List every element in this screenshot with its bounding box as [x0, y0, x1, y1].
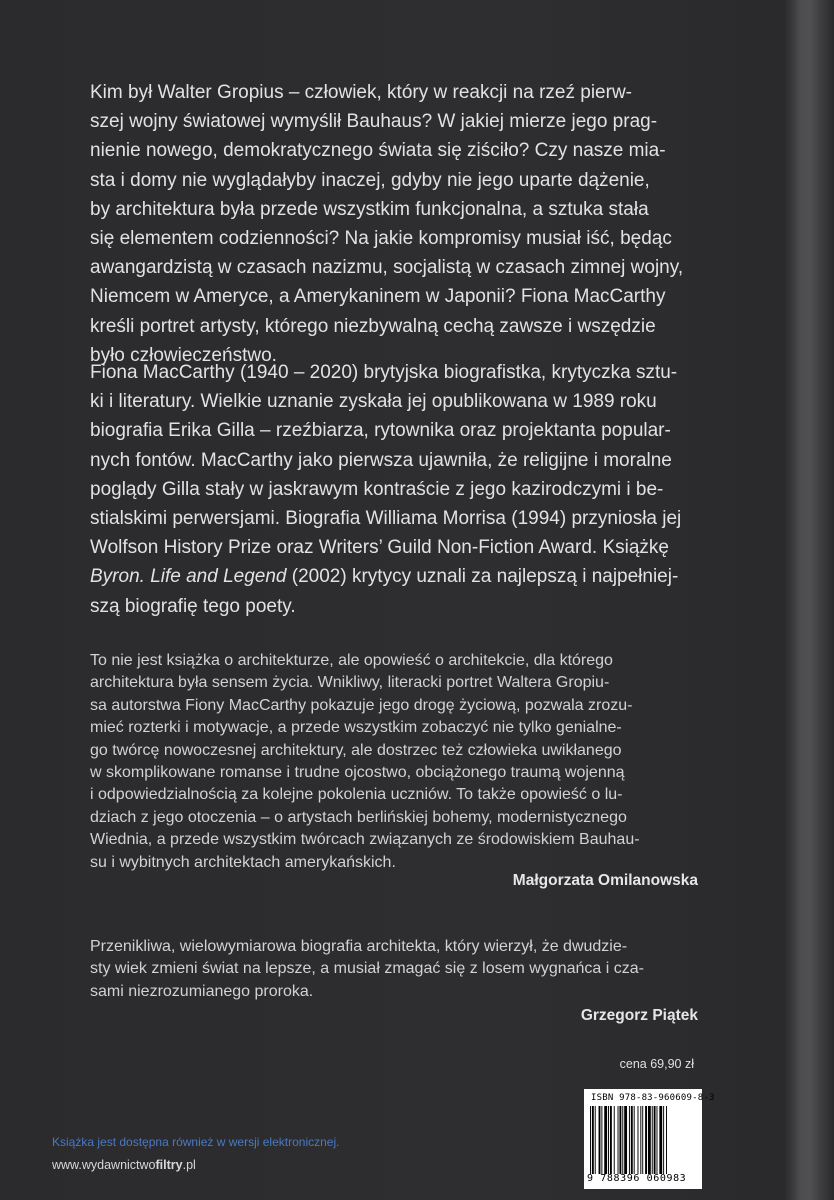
- barcode-bar: [624, 1106, 627, 1174]
- barcode-digits: 9 788396 060983: [587, 1173, 687, 1184]
- review-quote-2: [90, 936, 702, 1003]
- barcode-bar: [652, 1106, 653, 1174]
- barcode-bar: [642, 1106, 643, 1174]
- text-line: się elementem codzienności? Na jakie kompromisy musiał iść, będąc: [90, 228, 672, 250]
- text-line: biografia Erika Gilla – rzeźbiarza, rytownika oraz projektanta popular-: [90, 420, 671, 442]
- text-line: sta i domy nie wyglądałyby inaczej, gdyby nie jego uparte dążenie,: [90, 169, 650, 191]
- barcode-bar: [666, 1106, 667, 1174]
- quote-2-author: Grzegorz Piątek: [580, 1007, 698, 1024]
- text-line: poglądy Gilla stały w jaskrawym kontraście z jego kazirodczymi i be-: [90, 478, 664, 500]
- barcode-bar: [610, 1106, 612, 1174]
- text-line: su i wybitnych architektach amerykańskich.: [90, 853, 396, 871]
- barcode-bar: [648, 1106, 651, 1174]
- text-line: szej wojny światowej wymyślił Bauhaus? W jakiej mierze jego prag-: [90, 111, 658, 133]
- text-line: sa autorstwa Fiony MacCarthy pokazuje jego drogę życiową, pozwala zrozu-: [90, 696, 633, 714]
- cover-edge: [794, 0, 834, 1200]
- website-brand: filtry: [155, 1158, 183, 1172]
- barcode-bars: [588, 1106, 698, 1174]
- barcode-bar: [631, 1106, 633, 1174]
- text-line: Kim był Walter Gropius – człowiek, który w reakcji na rzeź pierw-: [90, 82, 632, 103]
- barcode-bar: [657, 1106, 658, 1174]
- text-line: mieć rozterki i motywacje, a przede wszystkim zobaczyć nie tylko genialne-: [90, 719, 622, 737]
- text-line: stialskimi perwersjami. Biografia Williama Morrisa (1994) przyniosła jej: [90, 508, 682, 530]
- text-line: szą biografię tego poety.: [90, 595, 296, 617]
- text-line: [90, 562, 710, 591]
- barcode-bar: [638, 1106, 639, 1174]
- website-suffix: .pl: [182, 1158, 196, 1172]
- text-line: w skomplikowane romanse i trudne ojcostwo, obciążonego traumą wojenną: [90, 764, 625, 782]
- barcode-bar: [601, 1106, 602, 1174]
- isbn-barcode: [584, 1089, 715, 1189]
- barcode-bar: [645, 1106, 647, 1174]
- barcode-bar: [595, 1106, 596, 1174]
- barcode-bar: [604, 1106, 607, 1174]
- text-line: Wiednia, a przede wszystkim twórcach związanych ze środowiskiem Bauhau-: [90, 831, 640, 849]
- barcode-bar: [592, 1106, 594, 1174]
- text-line: Wolfson History Prize oraz Writers’ Guild Non-Fiction Award. Książkę: [90, 537, 669, 559]
- barcode-bar: [614, 1106, 615, 1174]
- text-line: Przenikliwa, wielowymiarowa biografia architekta, który wierzył, że dwudzie-: [90, 938, 628, 955]
- text-line: ki i literatury. Wielkie uznanie zyskała jej opublikowana w 1989 roku: [90, 391, 657, 413]
- text-line: go twórcę nowoczesnej architektury, ale dostrzec też człowieka uwikłanego: [90, 741, 622, 759]
- barcode-bar: [629, 1106, 630, 1174]
- barcode-bar: [590, 1106, 591, 1174]
- text-fragment: (2002) krytycy uznali za najlepszą i najpełniej-: [286, 566, 679, 588]
- text-line: Fiona MacCarthy (1940 – 2020) brytyjska biografistka, krytyczka sztu-: [90, 362, 678, 383]
- barcode-bar: [618, 1106, 619, 1174]
- barcode-bar: [608, 1106, 609, 1174]
- barcode-bar: [619, 1106, 621, 1174]
- review-quote-1: [90, 650, 702, 874]
- text-line: dziach z jego otoczenia – o artystach berlińskiej bohemy, modernistycznego: [90, 808, 627, 826]
- author-bio-paragraph: [90, 358, 710, 621]
- publisher-website[interactable]: [52, 1158, 196, 1172]
- barcode-bar: [640, 1106, 641, 1174]
- text-line: To nie jest książka o architekturze, ale opowieść o architekcie, dla którego: [90, 652, 613, 669]
- website-prefix: www.wydawnictwo: [52, 1158, 156, 1172]
- text-line: architektura była sensem życia. Wnikliwy, literacki portret Waltera Gropiu-: [90, 674, 610, 692]
- barcode-bar: [654, 1106, 656, 1174]
- description-paragraph: [90, 78, 710, 370]
- quote-1-author: Małgorzata Omilanowska: [512, 872, 698, 889]
- ebook-availability-note: Książka jest dostępna również w wersji elektronicznej.: [52, 1135, 340, 1149]
- text-line: i odpowiedzialnością za kolejne pokolenia uczniów. To także opowieść o lu-: [90, 786, 623, 804]
- barcode-bar: [622, 1106, 623, 1174]
- text-line: Niemcem w Ameryce, a Amerykaninem w Japonii? Fiona MacCarthy: [90, 286, 666, 308]
- barcode-bar: [659, 1106, 662, 1174]
- barcode-bar: [634, 1106, 635, 1174]
- barcode-bar: [599, 1106, 601, 1174]
- text-line: by architektura była przede wszystkim funkcjonalna, a sztuka stała: [90, 198, 649, 220]
- text-line: sami niezrozumianego proroka.: [90, 982, 314, 1000]
- price-label: cena 69,90 zł: [619, 1057, 694, 1071]
- text-line: było człowieczeństwo.: [90, 344, 277, 366]
- text-line: awangardzistą w czasach nazizmu, socjalistą w czasach zimnej wojny,: [90, 257, 684, 279]
- barcode-bar: [663, 1106, 664, 1174]
- isbn-number: ISBN 978-83-960609-8-3: [591, 1093, 715, 1103]
- text-line: kreśli portret artysty, którego niezbywalną cechą zawsze i wszędzie: [90, 315, 656, 337]
- text-line: nienie nowego, demokratycznego świata się ziściło? Czy nasze mia-: [90, 140, 666, 162]
- book-title-italic: Byron. Life and Legend: [90, 566, 287, 588]
- text-line: nych fontów. MacCarthy jako pierwsza ujawniła, że religijne i moralne: [90, 449, 672, 471]
- text-line: sty wiek zmieni świat na lepsze, a musiał zmagać się z losem wygnańca i cza-: [90, 960, 644, 978]
